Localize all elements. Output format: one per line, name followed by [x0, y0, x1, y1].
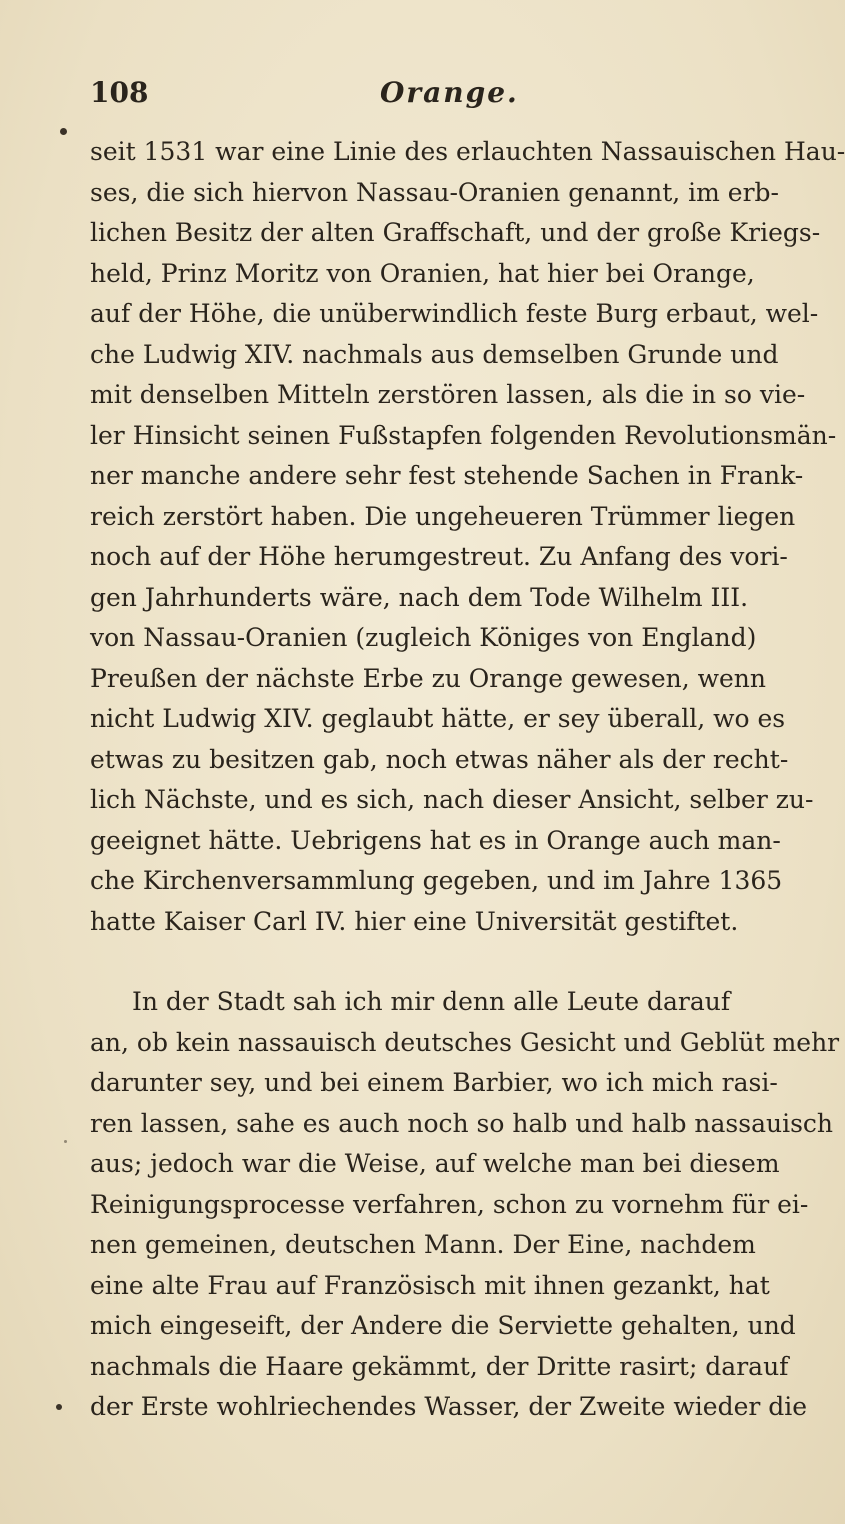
text-line: an, ob kein nassauisch deutsches Gesicht und Geblüt mehr	[90, 1027, 840, 1057]
text-line: hatte Kaiser Carl IV. hier eine Universität gestiftet.	[90, 906, 739, 936]
text-line: gen Jahrhunderts wäre, nach dem Tode Wilhelm III.	[90, 582, 749, 612]
text-line: che Ludwig XIV. nachmals aus demselben Grunde und	[90, 339, 779, 369]
text-line: lichen Besitz der alten Graffschaft, und der große Kriegs-	[90, 218, 821, 247]
text-line: nicht Ludwig XIV. geglaubt hätte, er sey überall, wo es	[90, 704, 786, 733]
text-line: aus; jedoch war die Weise, auf welche man bei diesem	[90, 1149, 780, 1178]
text-line: ren lassen, sahe es auch noch so halb und halb nassauisch	[90, 1108, 834, 1138]
text-line: der Erste wohlriechendes Wasser, der Zweite wieder die	[90, 1392, 808, 1421]
text-line: held, Prinz Moritz von Oranien, hat hier bei Orange,	[90, 258, 755, 288]
text-line: seit 1531 war eine Linie des erlauchten Nassauischen Hau-	[90, 137, 845, 166]
text-line: che Kirchenversammlung gegeben, und im Jahre 1365	[90, 866, 783, 895]
running-head: Orange.	[380, 76, 519, 109]
text-line: Preußen der nächste Erbe zu Orange gewesen, wenn	[90, 663, 767, 693]
ink-speck	[64, 1140, 67, 1143]
text-line: etwas zu besitzen gab, noch etwas näher als der recht-	[90, 744, 789, 774]
text-line: nen gemeinen, deutschen Mann. Der Eine, nachdem	[90, 1230, 756, 1259]
text-line: In der Stadt sah ich mir denn alle Leute darauf	[132, 987, 731, 1016]
text-line: von Nassau-Oranien (zugleich Königes von England)	[90, 623, 757, 652]
text-line: reich zerstört haben. Die ungeheueren Trümmer liegen	[90, 501, 796, 531]
paragraph-1	[90, 132, 845, 942]
text-line: auf der Höhe, die unüberwindlich feste Burg erbaut, wel-	[90, 299, 819, 328]
page-header	[90, 76, 650, 116]
paragraph-gap	[90, 942, 726, 982]
text-line: Reinigungsprocesse verfahren, schon zu vornehm für ei-	[90, 1189, 809, 1219]
text-line: nachmals die Haare gekämmt, der Dritte rasirt; darauf	[90, 1351, 789, 1381]
ink-speck	[56, 1404, 62, 1410]
body-text	[90, 132, 845, 1428]
text-line: eine alte Frau auf Französisch mit ihnen gezankt, hat	[90, 1270, 770, 1300]
text-line: darunter sey, und bei einem Barbier, wo ich mich rasi-	[90, 1068, 778, 1097]
text-line: geeignet hätte. Uebrigens hat es in Orange auch man-	[90, 825, 781, 855]
page-number: 108	[90, 76, 149, 109]
text-line: mich eingeseift, der Andere die Serviette gehalten, und	[90, 1311, 796, 1340]
text-line: noch auf der Höhe herumgestreut. Zu Anfang des vori-	[90, 542, 788, 571]
text-line: ler Hinsicht seinen Fußstapfen folgenden Revolutionsmän-	[90, 420, 837, 450]
text-line: mit denselben Mitteln zerstören lassen, als die in so vie-	[90, 380, 806, 409]
paragraph-2	[90, 982, 840, 1428]
text-line: ses, die sich hiervon Nassau-Oranien genannt, im erb-	[90, 177, 780, 207]
text-line: ner manche andere sehr fest stehende Sachen in Frank-	[90, 461, 804, 490]
text-line: lich Nächste, und es sich, nach dieser Ansicht, selber zu-	[90, 785, 814, 814]
ink-speck	[60, 128, 67, 135]
